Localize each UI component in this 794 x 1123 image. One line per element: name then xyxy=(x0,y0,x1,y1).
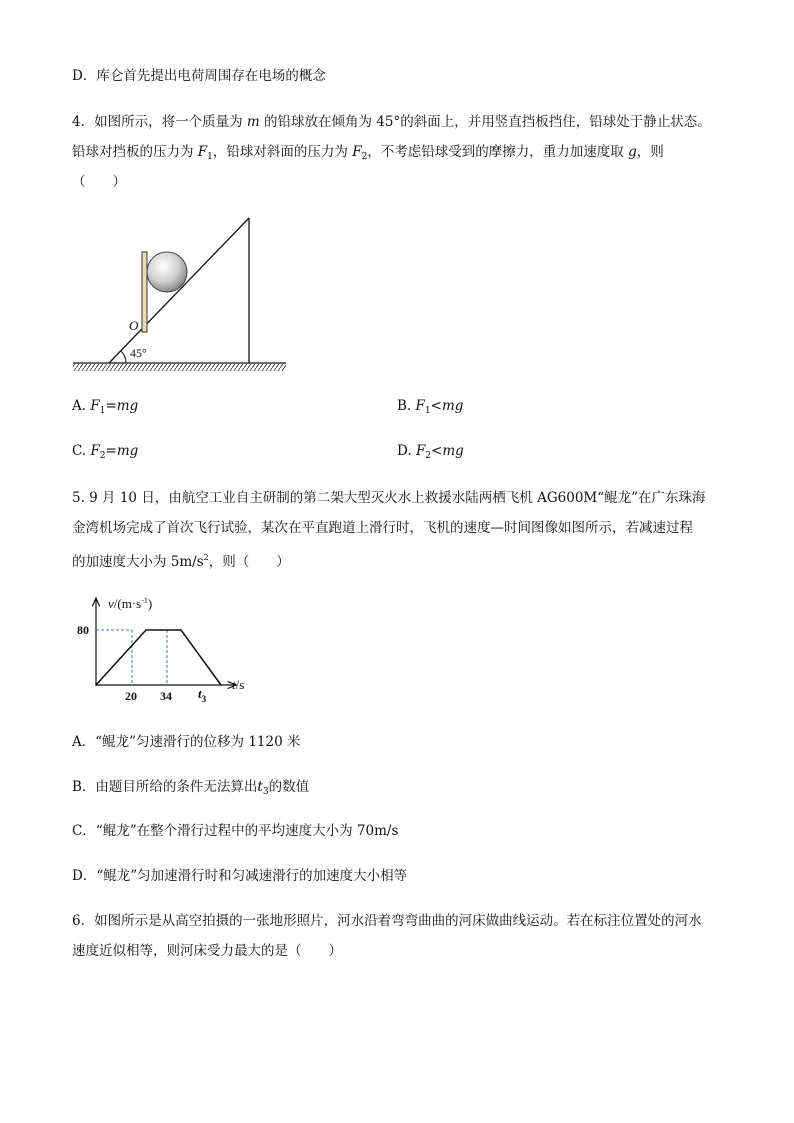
vertical-board xyxy=(142,252,147,332)
q5-stem-line2: 金湾机场完成了首次飞行试验，某次在平直跑道上滑行时，飞机的速度—时间图像如图所示，若减速过程 xyxy=(72,520,693,536)
vt-series-line xyxy=(96,630,221,685)
y-axis-label: $v/(m\cdot s^{-1})$ xyxy=(108,596,153,611)
q5-option-a[interactable]: A．“鲲龙”匀速滑行的位移为 1120 米 xyxy=(72,734,301,750)
q4-stem-line2: 铅球对挡板的压力为 $F_1$，铅球对斜面的压力为 $F_2$，不考虑铅球受到的摩擦力，重力加速度取 g，则 xyxy=(72,144,664,162)
q4-incline-figure xyxy=(68,212,290,378)
q5-option-c[interactable]: C．“鲲龙”在整个滑行过程中的平均速度大小为 70m/s xyxy=(72,823,399,839)
q4-answer-parens: （ ） xyxy=(72,174,126,190)
q6-stem-line1: 6．如图所示是从高空拍摄的一张地形照片，河水沿着弯弯曲曲的河床做曲线运动。若在标注位置处的河水 xyxy=(72,913,702,929)
q5-stem-line1: 5. 9 月 10 日，由航空工业自主研制的第二架大型灭火水上救援水陆两栖飞机 AG600M“鲲龙”在广东珠海 xyxy=(72,490,706,506)
y-tick-80: 80 xyxy=(77,623,89,637)
lead-ball xyxy=(147,252,187,292)
q4-option-d[interactable]: D. $F_2<mg$ xyxy=(397,443,464,461)
x-tick-t3: $t_3$ xyxy=(198,686,207,704)
x-tick-20: 20 xyxy=(125,689,137,703)
q6-stem-line2: 速度近似相等，则河床受力最大的是（ ） xyxy=(72,943,342,959)
q5-vt-chart xyxy=(70,590,270,712)
angle-label: 45° xyxy=(130,346,147,360)
q5-stem-line3: 的加速度大小为 $5m/s^2$，则（ ） xyxy=(72,553,290,570)
q4-option-b[interactable]: B. $F_1<mg$ xyxy=(397,398,464,416)
incline-slope xyxy=(109,218,249,363)
ground-hatching xyxy=(73,364,286,371)
q5-option-b[interactable]: B．由题目所给的条件无法算出$t_3$的数值 xyxy=(72,779,310,797)
x-tick-34: 34 xyxy=(160,689,172,703)
q4-option-a[interactable]: A. $F_1=mg$ xyxy=(72,398,139,416)
option-d-prev: D．库仑首先提出电荷周围存在电场的概念 xyxy=(72,68,326,84)
q4-stem-line1: 4．如图所示，将一个质量为 m 的铅球放在倾角为 45°的斜面上，并用竖直挡板挡住，铅球处于静止状态。 xyxy=(72,114,711,130)
q4-option-c[interactable]: C. $F_2=mg$ xyxy=(72,443,139,461)
x-axis-label: t/s xyxy=(232,677,245,692)
angle-arc xyxy=(121,351,126,363)
point-o-label: O xyxy=(129,318,139,333)
q5-option-d[interactable]: D．“鲲龙”匀加速滑行时和匀减速滑行的加速度大小相等 xyxy=(72,868,408,884)
